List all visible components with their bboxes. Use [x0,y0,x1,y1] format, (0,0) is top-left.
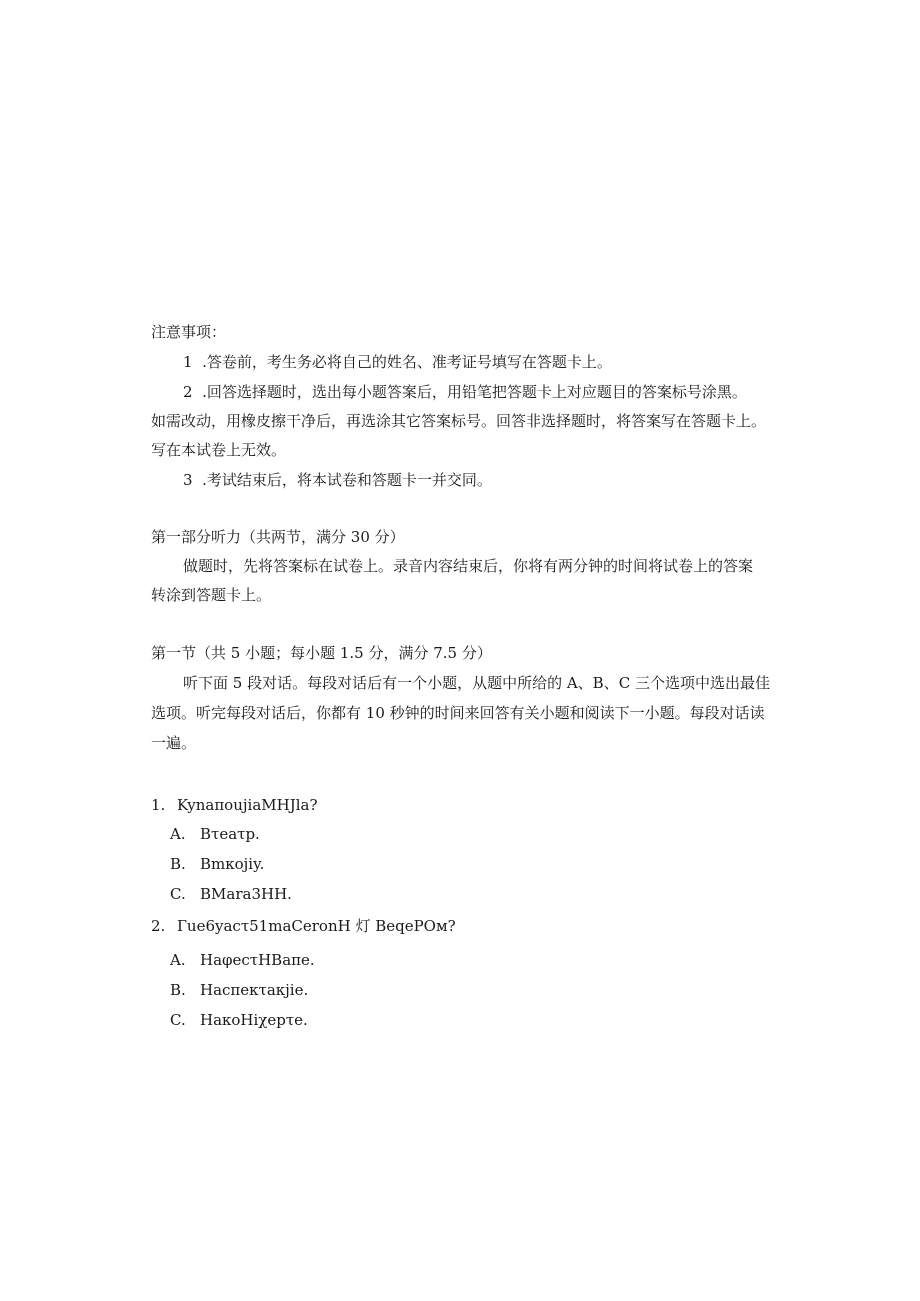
option-label: A. [170,951,186,969]
notice-item-2-line-1: 2 .回答选择题时，选出每小题答案后，用铅笔把答题卡上对应题目的答案标号涂黑。 [183,383,747,401]
option-text: Hacπeκτaκjie. [200,981,309,999]
section1-instructions-line-2: 选项。听完每段对话后，你都有 10 秒钟的时间来回答有关小题和阅读下一小题。每段对话读 [151,704,765,722]
part1-instructions-line-2: 转涂到答题卡上。 [151,586,272,604]
option-text: HaφecτHBaπe. [200,951,315,969]
question-stem: KynaπoujiaMHJla? [177,796,318,814]
section1-instructions-line-1: 听下面 5 段对话。每段对话后有一个小题，从题中所给的 A、B、C 三个选项中选出最佳 [183,674,770,692]
question-number: 2. [151,917,166,935]
notice-item-1: 1 .答卷前，考生务必将自己的姓名、准考证号填写在答题卡上。 [183,353,612,371]
option-text: Bτeaτp. [200,825,260,843]
notice-item-2-line-3: 写在本试卷上无效。 [151,441,287,459]
option-label: A. [170,825,186,843]
option-text: BMara3HH. [200,885,292,903]
part1-heading: 第一部分听力（共两节，满分 30 分） [151,528,405,546]
option-label: B. [170,855,186,873]
option-label: C. [170,885,186,903]
option-text: Bmκojiy. [200,855,265,873]
option-label: C. [170,1011,186,1029]
option-label: B. [170,981,186,999]
section1-heading: 第一节（共 5 小题；每小题 1.5 分，满分 7.5 分） [151,644,492,662]
question-number: 1. [151,796,166,814]
part1-instructions-line-1: 做题时，先将答案标在试卷上。录音内容结束后，你将有两分钟的时间将试卷上的答案 [183,557,754,575]
notice-item-2-line-2: 如需改动，用橡皮擦干净后，再选涂其它答案标号。回答非选择题时，将答案写在答题卡上。 [151,412,767,430]
section1-instructions-line-3: 一遍。 [151,734,197,752]
notice-heading: 注意事项： [151,323,227,341]
notice-item-3: 3 .考试结束后，将本试卷和答题卡一并交同。 [183,471,492,489]
option-text: HaκoHiχepτe. [200,1011,308,1029]
question-stem: Гue6yacτ51maCeronH 灯 BeqePOм? [177,917,456,935]
question-2 [151,916,456,936]
question-1 [151,795,318,815]
